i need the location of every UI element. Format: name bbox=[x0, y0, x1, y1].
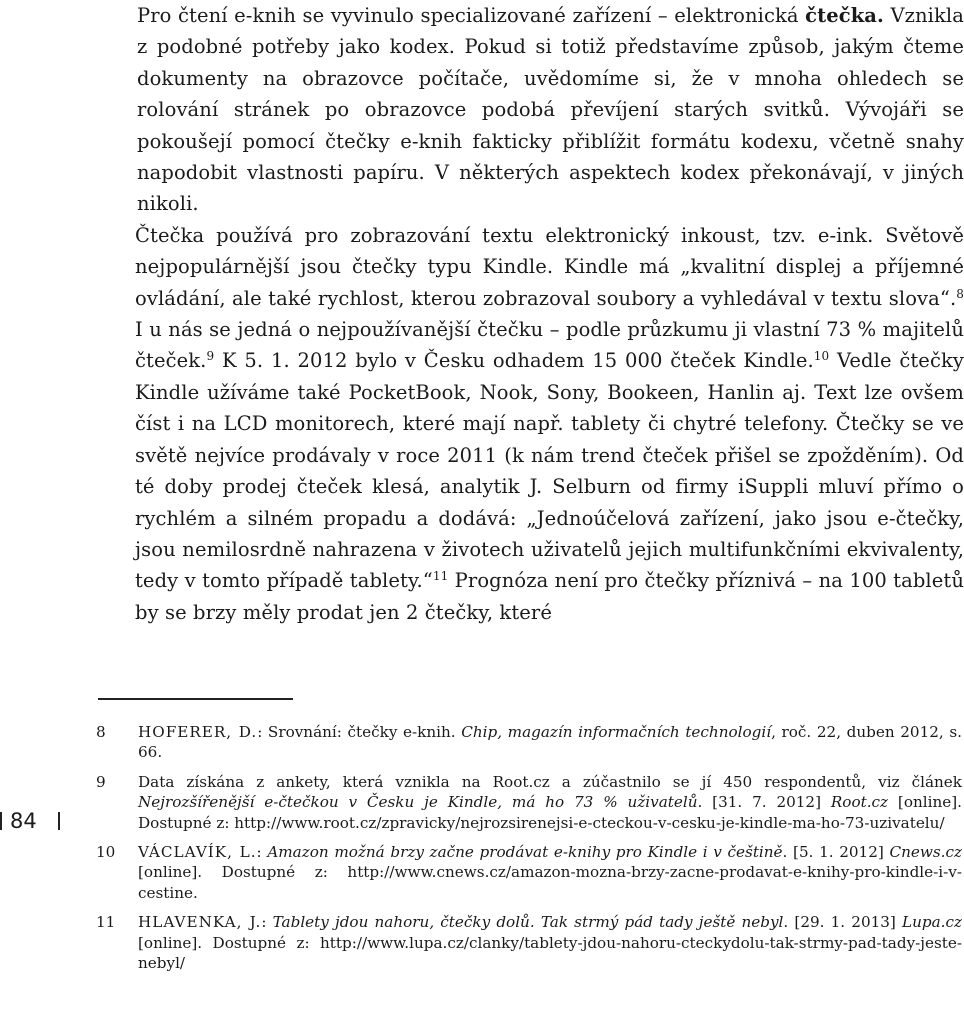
footnote-author: HOFERER, D. bbox=[138, 723, 258, 741]
footnote-source: Lupa.cz bbox=[902, 913, 962, 932]
footnote-11 bbox=[96, 912, 962, 973]
text: I u nás se jedná o nejpoužívanější čtečku – podle průzkumu ji vlastní 73 % majitelů čteček. bbox=[135, 318, 964, 373]
footnote-9 bbox=[96, 772, 962, 833]
page-number-left-bar bbox=[0, 812, 2, 830]
footnote-ref: 8 bbox=[956, 286, 964, 301]
text: . [5. 1. 2012] bbox=[782, 843, 890, 862]
page-number: 84 bbox=[10, 809, 37, 833]
footnotes bbox=[96, 722, 962, 982]
footnote-number: 10 bbox=[96, 843, 116, 862]
text: [online]. Dostupné z: http://www.cnews.cz/amazon-mozna-brzy-zacne-prodavat-e-knihy-pro-kindle-i-v-cestine. bbox=[138, 863, 962, 902]
text: Vznikla z podobné potřeby jako kodex. Pokud si totiž představíme způsob, jakým čteme dokumenty na obrazovce počítače, uvědomíme si, že v mnoha ohledech se rolování stránek po obrazovce podobá převíjení starých svitků. Vývojáři se pokoušejí pomocí čtečky e-knih fakticky přiblížit formátu kodexu, včetně snahy napodobit vlastnosti papíru. V některých aspektech kodex překonávají, v jiných nikoli. bbox=[137, 4, 964, 216]
text: Data získána z ankety, která vznikla na Root.cz a zúčastnilo se jí 450 respondentů, viz článek bbox=[138, 772, 962, 791]
text: . [31. 7. 2012] bbox=[697, 793, 831, 812]
footnote-number: 8 bbox=[96, 723, 106, 741]
footnote-8 bbox=[96, 722, 962, 763]
text: [online]. Dostupné z: http://www.root.cz/zpravicky/nejrozsirenejsi-e-cteckou-v-cesku-je-kindle-ma-ho-73-uzivatelu/ bbox=[138, 793, 962, 832]
footnote-source: Root.cz bbox=[830, 793, 889, 812]
footnote-author: VÁCLAVÍK, L. bbox=[138, 843, 257, 862]
paragraph-1 bbox=[137, 0, 964, 220]
footnote-10 bbox=[96, 842, 962, 903]
text: : bbox=[256, 843, 268, 862]
text: Pro čtení e-knih se vyvinulo specializované zařízení – elektronická bbox=[137, 4, 806, 27]
footnote-number: 9 bbox=[96, 772, 106, 791]
main-text bbox=[137, 0, 964, 628]
footnote-ref: 10 bbox=[813, 349, 830, 364]
text: , roč. 22, duben 2012, s. 66. bbox=[138, 723, 962, 762]
bold-term: čtečka. bbox=[805, 4, 884, 27]
text: Vedle čtečky Kindle užíváme také PocketBook, Nook, Sony, Bookeen, Hanlin aj. Text lze ovšem číst i na LCD monitorech, které mají např. tablety či chytré telefony. Čtečky se ve světě nejvíce prodávaly v roce 2011 (k nám trend čteček přišel se zpožděním). Od té doby prodej čteček klesá, analytik J. Selburn od firmy iSuppli mluví přímo o rychlém a silném propadu a dodává: „Jednoúčelová zařízení, jako jsou e-čtečky, jsou nemilosrdně nahrazena v životech uživatelů jejich multifunkčními ekvivalenty, tedy v tomto případě tablety.“ bbox=[135, 349, 964, 593]
page-number-box bbox=[0, 803, 62, 839]
text: . [29. 1. 2013] bbox=[783, 913, 903, 932]
footnote-title: Tablety jdou nahoru, čtečky dolů. Tak strmý pád tady ještě nebyl bbox=[272, 913, 784, 932]
footnote-title: Amazon možná brzy začne prodávat e-knihy pro Kindle i v češtině bbox=[267, 843, 783, 862]
footnote-ref: 9 bbox=[206, 349, 215, 364]
paragraph-2 bbox=[135, 220, 964, 628]
text: Prognóza není pro čtečky příznivá – na 100 tabletů by se brzy měly prodat jen 2 čtečky, které bbox=[135, 569, 964, 624]
footnote-title: Chip, magazín informačních technologií bbox=[461, 723, 772, 741]
text: Čtečka používá pro zobrazování textu elektronický inkoust, tzv. e-ink. Světově nejpopulárnější jsou čtečky typu Kindle. Kindle má „kvalitní displej a příjemné ovládání, ale také rychlost, kterou zobrazoval soubory a vyhledával v textu slova“. bbox=[135, 223, 964, 310]
footnote-ref: 11 bbox=[432, 569, 449, 584]
text: [online]. Dostupné z: http://www.lupa.cz/clanky/tablety-jdou-nahoru-cteckydolu-tak-strmy-pad-tady-jeste-nebyl/ bbox=[138, 933, 962, 973]
page-number-right-bar bbox=[58, 812, 60, 830]
footnote-title: Nejrozšířenější e-čtečkou v Česku je Kindle, má ho 73 % uživatelů bbox=[138, 793, 698, 812]
footnote-source: Cnews.cz bbox=[889, 843, 962, 862]
text: K 5. 1. 2012 bylo v Česku odhadem 15 000 čteček Kindle. bbox=[214, 349, 814, 373]
footnote-number: 11 bbox=[96, 913, 116, 932]
footnote-author: HLAVENKA, J. bbox=[138, 913, 262, 932]
footnote-separator bbox=[98, 698, 293, 700]
text: : bbox=[261, 913, 273, 932]
text: : Srovnání: čtečky e-knih. bbox=[257, 723, 462, 741]
